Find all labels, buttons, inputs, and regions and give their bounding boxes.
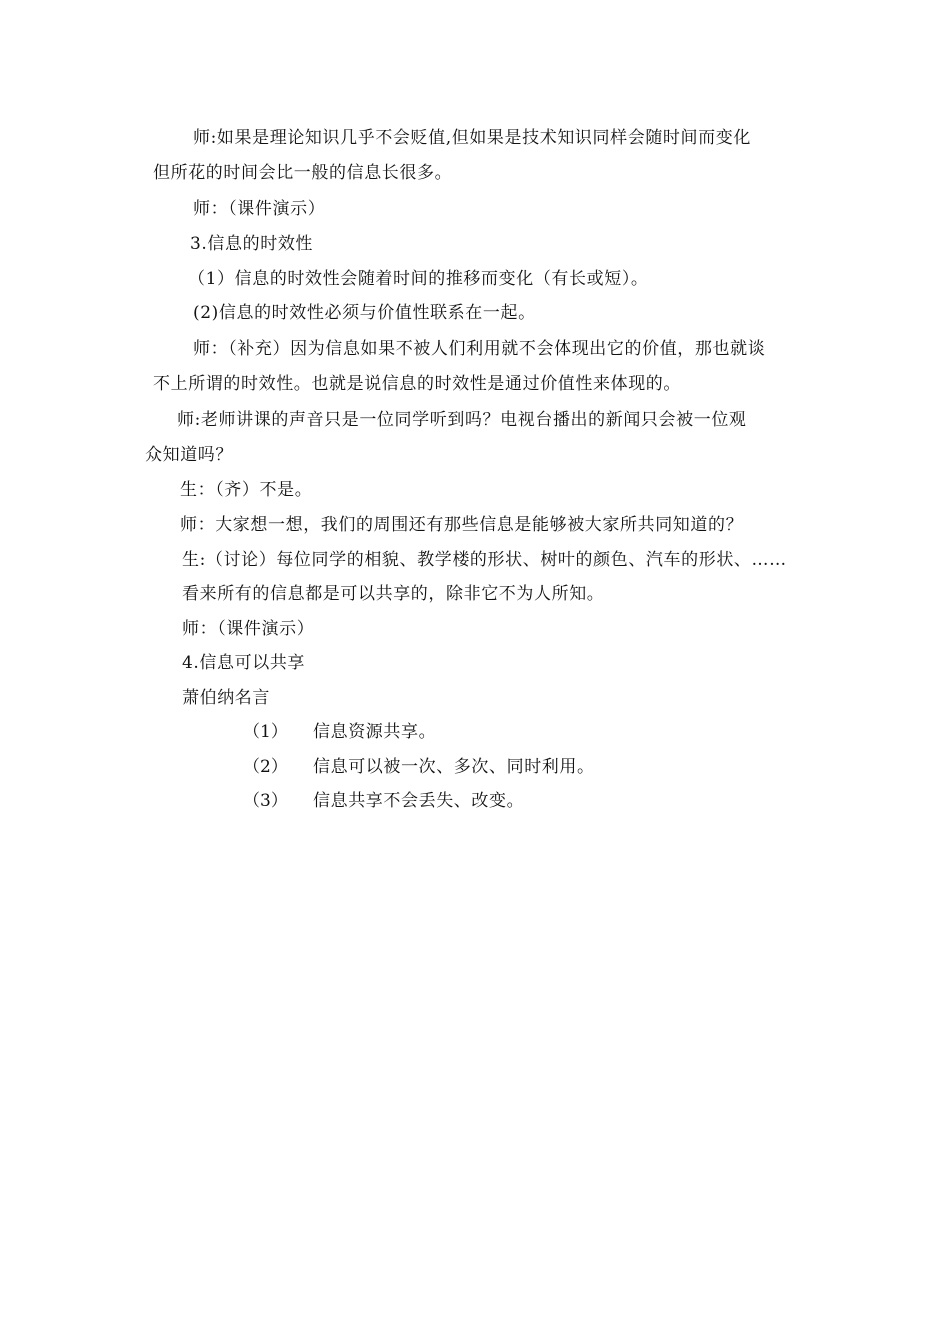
list-item-number: （2） [243, 757, 288, 777]
paragraph-line: 但所花的时间会比一般的信息长很多。 [153, 163, 453, 183]
list-item-text: 信息资源共享。 [313, 722, 437, 742]
list-item-text: 信息可以被一次、多次、同时利用。 [313, 757, 595, 777]
paragraph-line: 众知道吗？ [145, 445, 233, 465]
paragraph-line: 看来所有的信息都是可以共享的，除非它不为人所知。 [182, 584, 605, 604]
paragraph-line: (2)信息的时效性必须与价值性联系在一起。 [193, 303, 536, 323]
paragraph-line: 不上所谓的时效性。也就是说信息的时效性是通过价值性来体现的。 [153, 374, 681, 394]
list-item-number: （3） [243, 791, 288, 811]
section-heading: 3.信息的时效性 [190, 234, 314, 254]
paragraph-line: 师：（课件演示） [193, 199, 326, 219]
paragraph-line: 师:老师讲课的声音只是一位同学听到吗？电视台播出的新闻只会被一位观 [177, 410, 747, 430]
list-item-text: 信息共享不会丢失、改变。 [313, 791, 525, 811]
section-heading: 4.信息可以共享 [182, 653, 306, 673]
paragraph-line: 师：大家想一想，我们的周围还有那些信息是能够被大家所共同知道的？ [180, 515, 744, 535]
paragraph-line: 师:如果是理论知识几乎不会贬值,但如果是技术知识同样会随时间而变化 [193, 128, 751, 148]
paragraph-line: 生:（讨论）每位同学的相貌、教学楼的形状、树叶的颜色、汽车的形状、…… [182, 550, 787, 570]
paragraph-line: 师：（补充）因为信息如果不被人们利用就不会体现出它的价值，那也就谈 [193, 339, 766, 359]
list-item-number: （1） [243, 722, 288, 742]
paragraph-line: 萧伯纳名言 [182, 688, 270, 708]
paragraph-line: （1）信息的时效性会随着时间的推移而变化（有长或短）。 [188, 269, 649, 289]
paragraph-line: 生：（齐）不是。 [180, 480, 313, 500]
paragraph-line: 师：（课件演示） [182, 619, 315, 639]
